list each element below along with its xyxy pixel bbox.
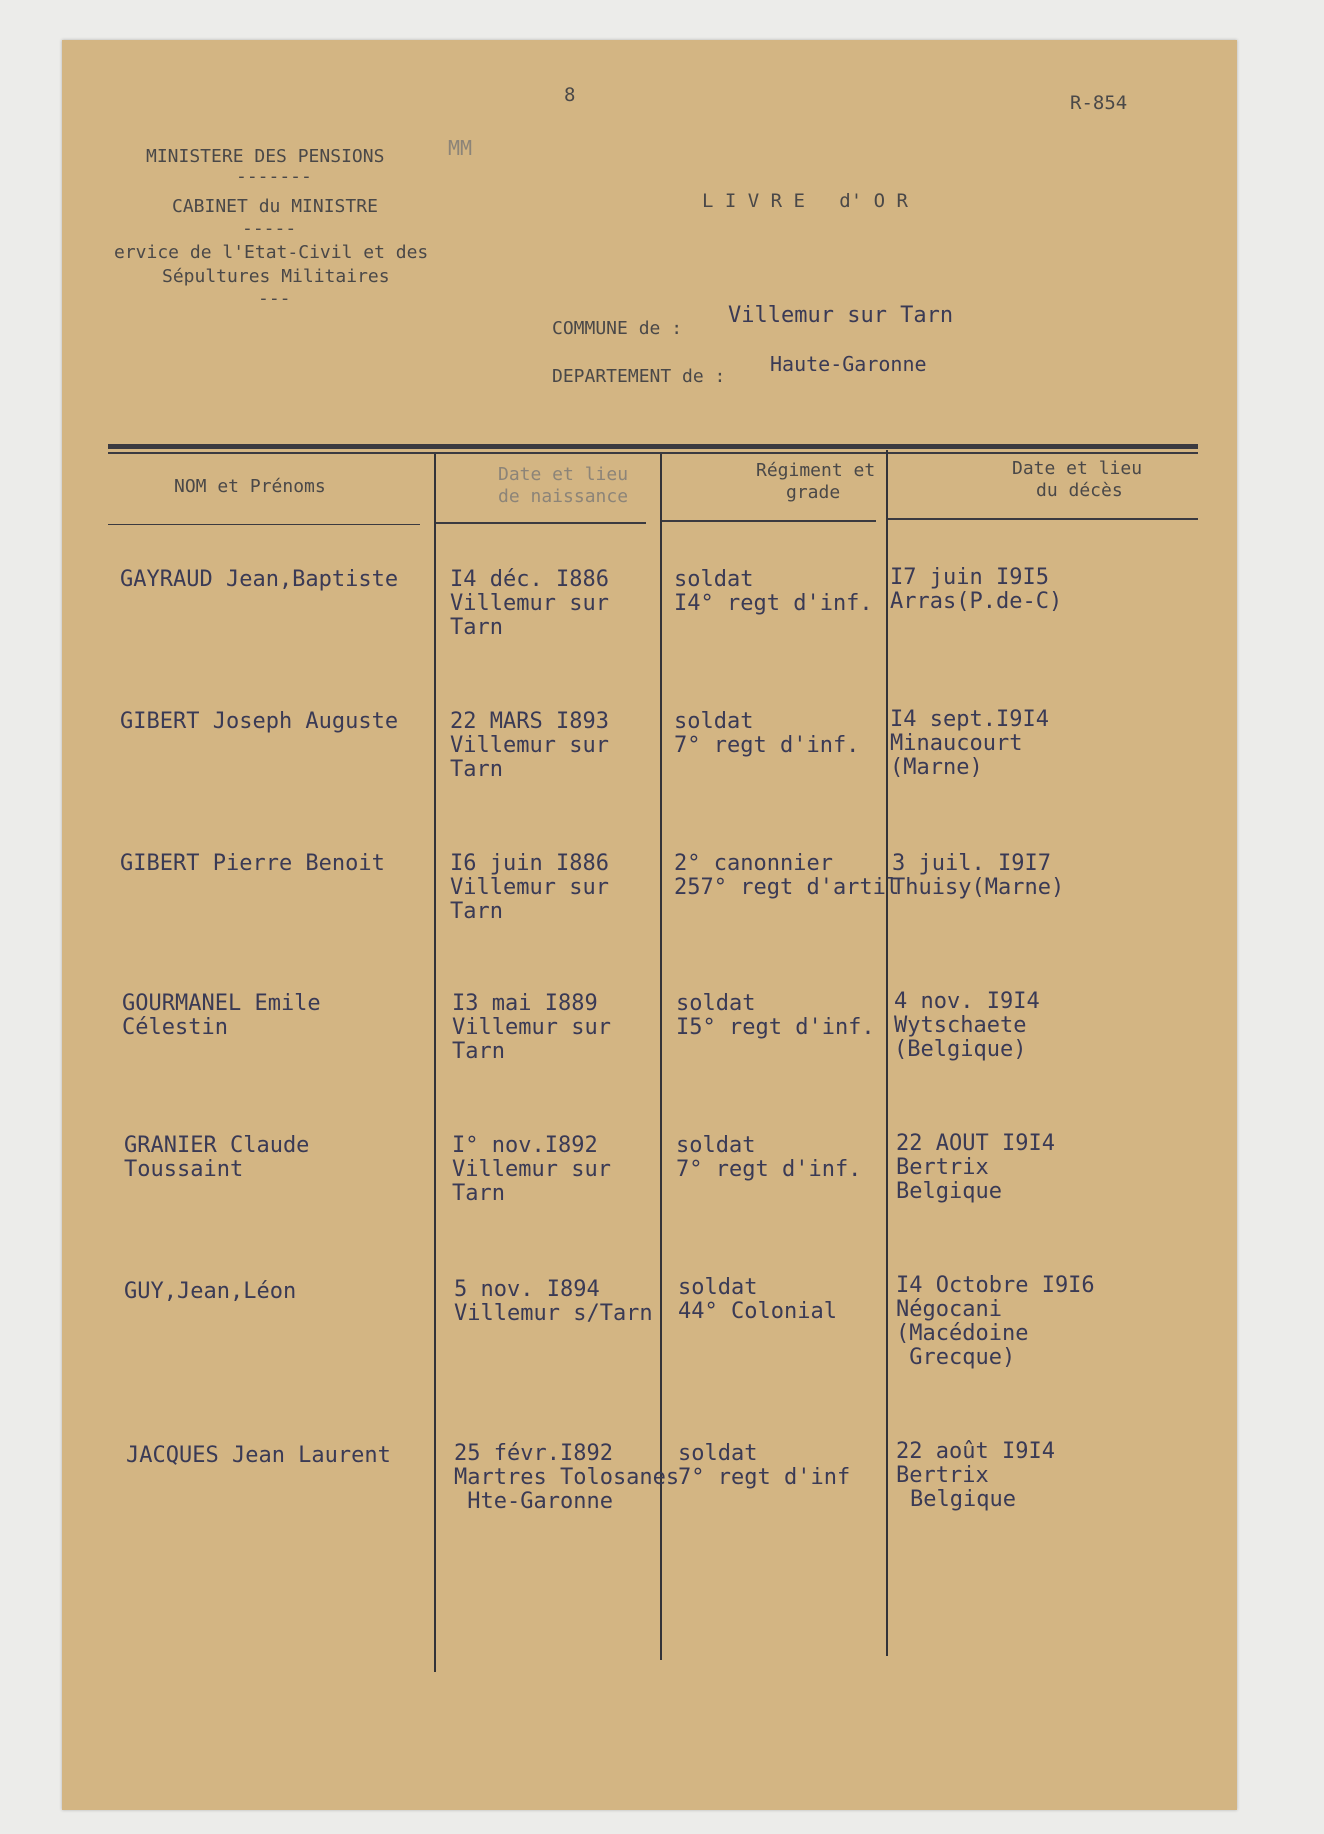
entry-birth: I4 déc. I886 Villemur sur Tarn: [450, 567, 609, 640]
entry-regiment: soldat I4° regt d'inf.: [674, 567, 873, 616]
service-name: ervice de l'Etat-Civil et des: [114, 242, 429, 263]
column-divider-1: [434, 454, 436, 1672]
entry-death-overflow: Belgique: [910, 1487, 1016, 1512]
entry-birth: I6 juin I886 Villemur sur Tarn: [450, 851, 609, 924]
header-underline-regiment: [662, 520, 876, 522]
entry-death: 22 AOUT I9I4 Bertrix Belgique: [896, 1131, 1055, 1204]
ministry-separator-3: ---: [258, 288, 291, 309]
table-top-rule-thin: [108, 452, 1198, 454]
column-header-death-line1: Date et lieu: [1012, 458, 1143, 479]
entry-name: GIBERT Pierre Benoit: [120, 851, 385, 876]
entry-death: I7 juin I9I5 Arras(P.de-C): [890, 565, 1063, 614]
entry-name: GUY,Jean,Léon: [124, 1279, 297, 1304]
entry-death: I4 Octobre I9I6 Négocani (Macédoine Grecque): [896, 1273, 1095, 1370]
entry-name: GOURMANEL Emile Célestin: [122, 991, 321, 1040]
entry-birth: 5 nov. I894 Villemur s/Tarn: [454, 1277, 653, 1326]
entry-regiment: 2° canonnier 257° regt d'artil: [674, 851, 900, 900]
entry-regiment: soldat 7° regt d'inf: [678, 1441, 851, 1490]
entry-death: 22 août I9I4 Bertrix: [896, 1439, 1055, 1488]
column-header-birth-line2: de naissance: [498, 486, 629, 507]
entry-birth: 22 MARS I893 Villemur sur Tarn: [450, 709, 609, 782]
handwritten-initials: MM: [448, 136, 473, 160]
column-header-regiment-line1: Régiment et: [756, 460, 876, 481]
entry-regiment: soldat 7° regt d'inf.: [674, 709, 860, 758]
page-number: 8: [564, 84, 576, 106]
document-title: L I V R E d' O R: [702, 190, 908, 212]
entry-death: 3 juil. I9I7 Thuisy(Marne): [892, 851, 1065, 900]
table-top-rule: [108, 444, 1198, 449]
entry-regiment: soldat 44° Colonial: [678, 1275, 837, 1324]
entry-regiment: soldat I5° regt d'inf.: [676, 991, 875, 1040]
entry-birth: 25 févr.I892 Martres Tolosanes Hte-Garonne: [454, 1441, 680, 1514]
entry-name: GRANIER Claude Toussaint: [124, 1133, 310, 1182]
column-header-death-line2: du décès: [1036, 480, 1123, 501]
entry-name: GAYRAUD Jean,Baptiste: [120, 567, 399, 592]
entry-name: JACQUES Jean Laurent: [126, 1443, 391, 1468]
ministry-separator-2: -----: [242, 218, 297, 239]
column-header-regiment-line2: grade: [786, 482, 841, 503]
column-divider-3: [886, 450, 888, 1656]
entry-death: I4 sept.I9I4 Minaucourt (Marne): [890, 707, 1049, 780]
ministry-name: MINISTERE DES PENSIONS: [146, 146, 385, 167]
commune-label: COMMUNE de :: [552, 318, 683, 339]
entry-birth: I3 mai I889 Villemur sur Tarn: [452, 991, 611, 1064]
header-underline-name: [108, 524, 420, 525]
departement-label: DEPARTEMENT de :: [552, 366, 726, 387]
departement-value: Haute-Garonne: [770, 352, 927, 376]
entry-name: GIBERT Joseph Auguste: [120, 709, 399, 734]
column-header-name: NOM et Prénoms: [174, 476, 326, 497]
commune-value: Villemur sur Tarn: [728, 303, 954, 328]
column-header-birth-line1: Date et lieu: [498, 464, 629, 485]
header-underline-birth: [436, 522, 646, 524]
header-underline-death: [888, 518, 1198, 520]
ministry-separator-1: -------: [236, 166, 312, 187]
entry-death: 4 nov. I9I4 Wytschaete (Belgique): [894, 989, 1040, 1062]
cabinet-name: CABINET du MINISTRE: [172, 196, 378, 217]
entry-birth: I° nov.I892 Villemur sur Tarn: [452, 1133, 611, 1206]
document-page: [62, 40, 1237, 1810]
reference-code: R-854: [1070, 92, 1128, 114]
entry-regiment: soldat 7° regt d'inf.: [676, 1133, 862, 1182]
service-subtitle: Sépultures Militaires: [162, 266, 390, 287]
